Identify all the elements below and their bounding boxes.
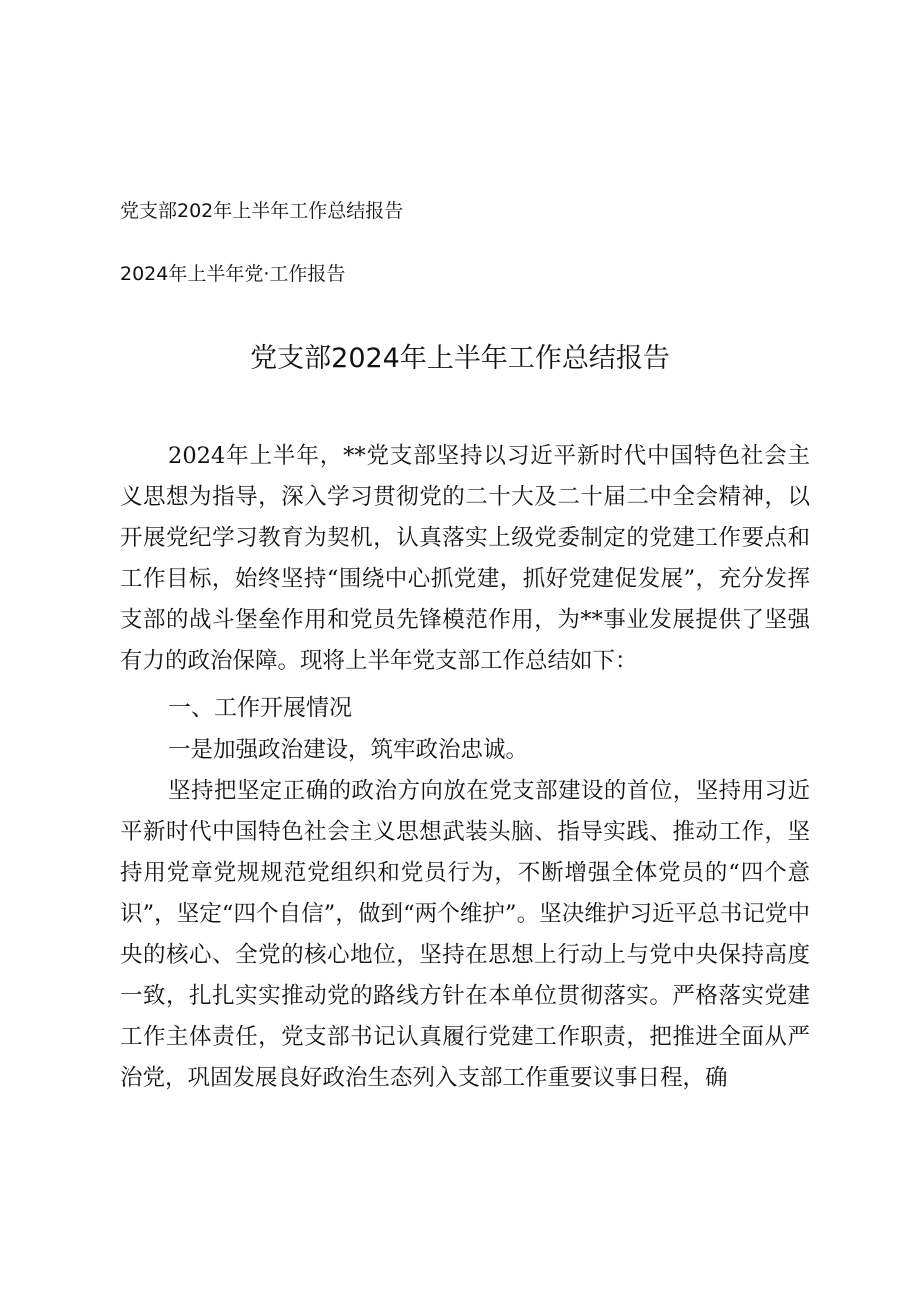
document-title: 党支部2024年上半年工作总结报告 [250,343,670,374]
document-meta-subtitle: 2024年上半年党·工作报告 [120,263,346,285]
subsection-paragraph: 坚持把坚定正确的政治方向放在党支部建设的首位，坚持用习近平新时代中国特色社会主义思想武装头脑、指导实践、推动工作，坚持用党章党规规范党组织和党员行为，不断增强全体党员的“四个意识”，坚定“四个自信”，做到“两个维护”。坚决维护习近平总书记党中央的核心、全党的核心地位，坚持在思想上行动上与党中央保持高度一致，扎扎实实推动党的路线方针在本单位贯彻落实。严格落实党建工作主体责任，党支部书记认真履行党建工作职责，把推进全面从严治党，巩固发展良好政治生态列入支部工作重要议事日程，确 [120,778,810,1091]
document-body [120,436,810,1099]
section-heading: 一、工作开展情况 [168,695,352,721]
document-meta-title: 党支部202年上半年工作总结报告 [120,200,404,222]
subsection-heading: 一是加强政治建设，筑牢政治忠诚。 [168,737,529,763]
intro-paragraph: 2024年上半年，**党支部坚持以习近平新时代中国特色社会主义思想为指导，深入学习贯彻党的二十大及二十届二中全会精神，以开展党纪学习教育为契机，认真落实上级党委制定的党建工作要点和工作目标，始终坚持“围绕中心抓党建，抓好党建促发展”，充分发挥支部的战斗堡垒作用和党员先锋模范作用，为**事业发展提供了坚强有力的政治保障。现将上半年党支部工作总结如下： [120,443,810,674]
